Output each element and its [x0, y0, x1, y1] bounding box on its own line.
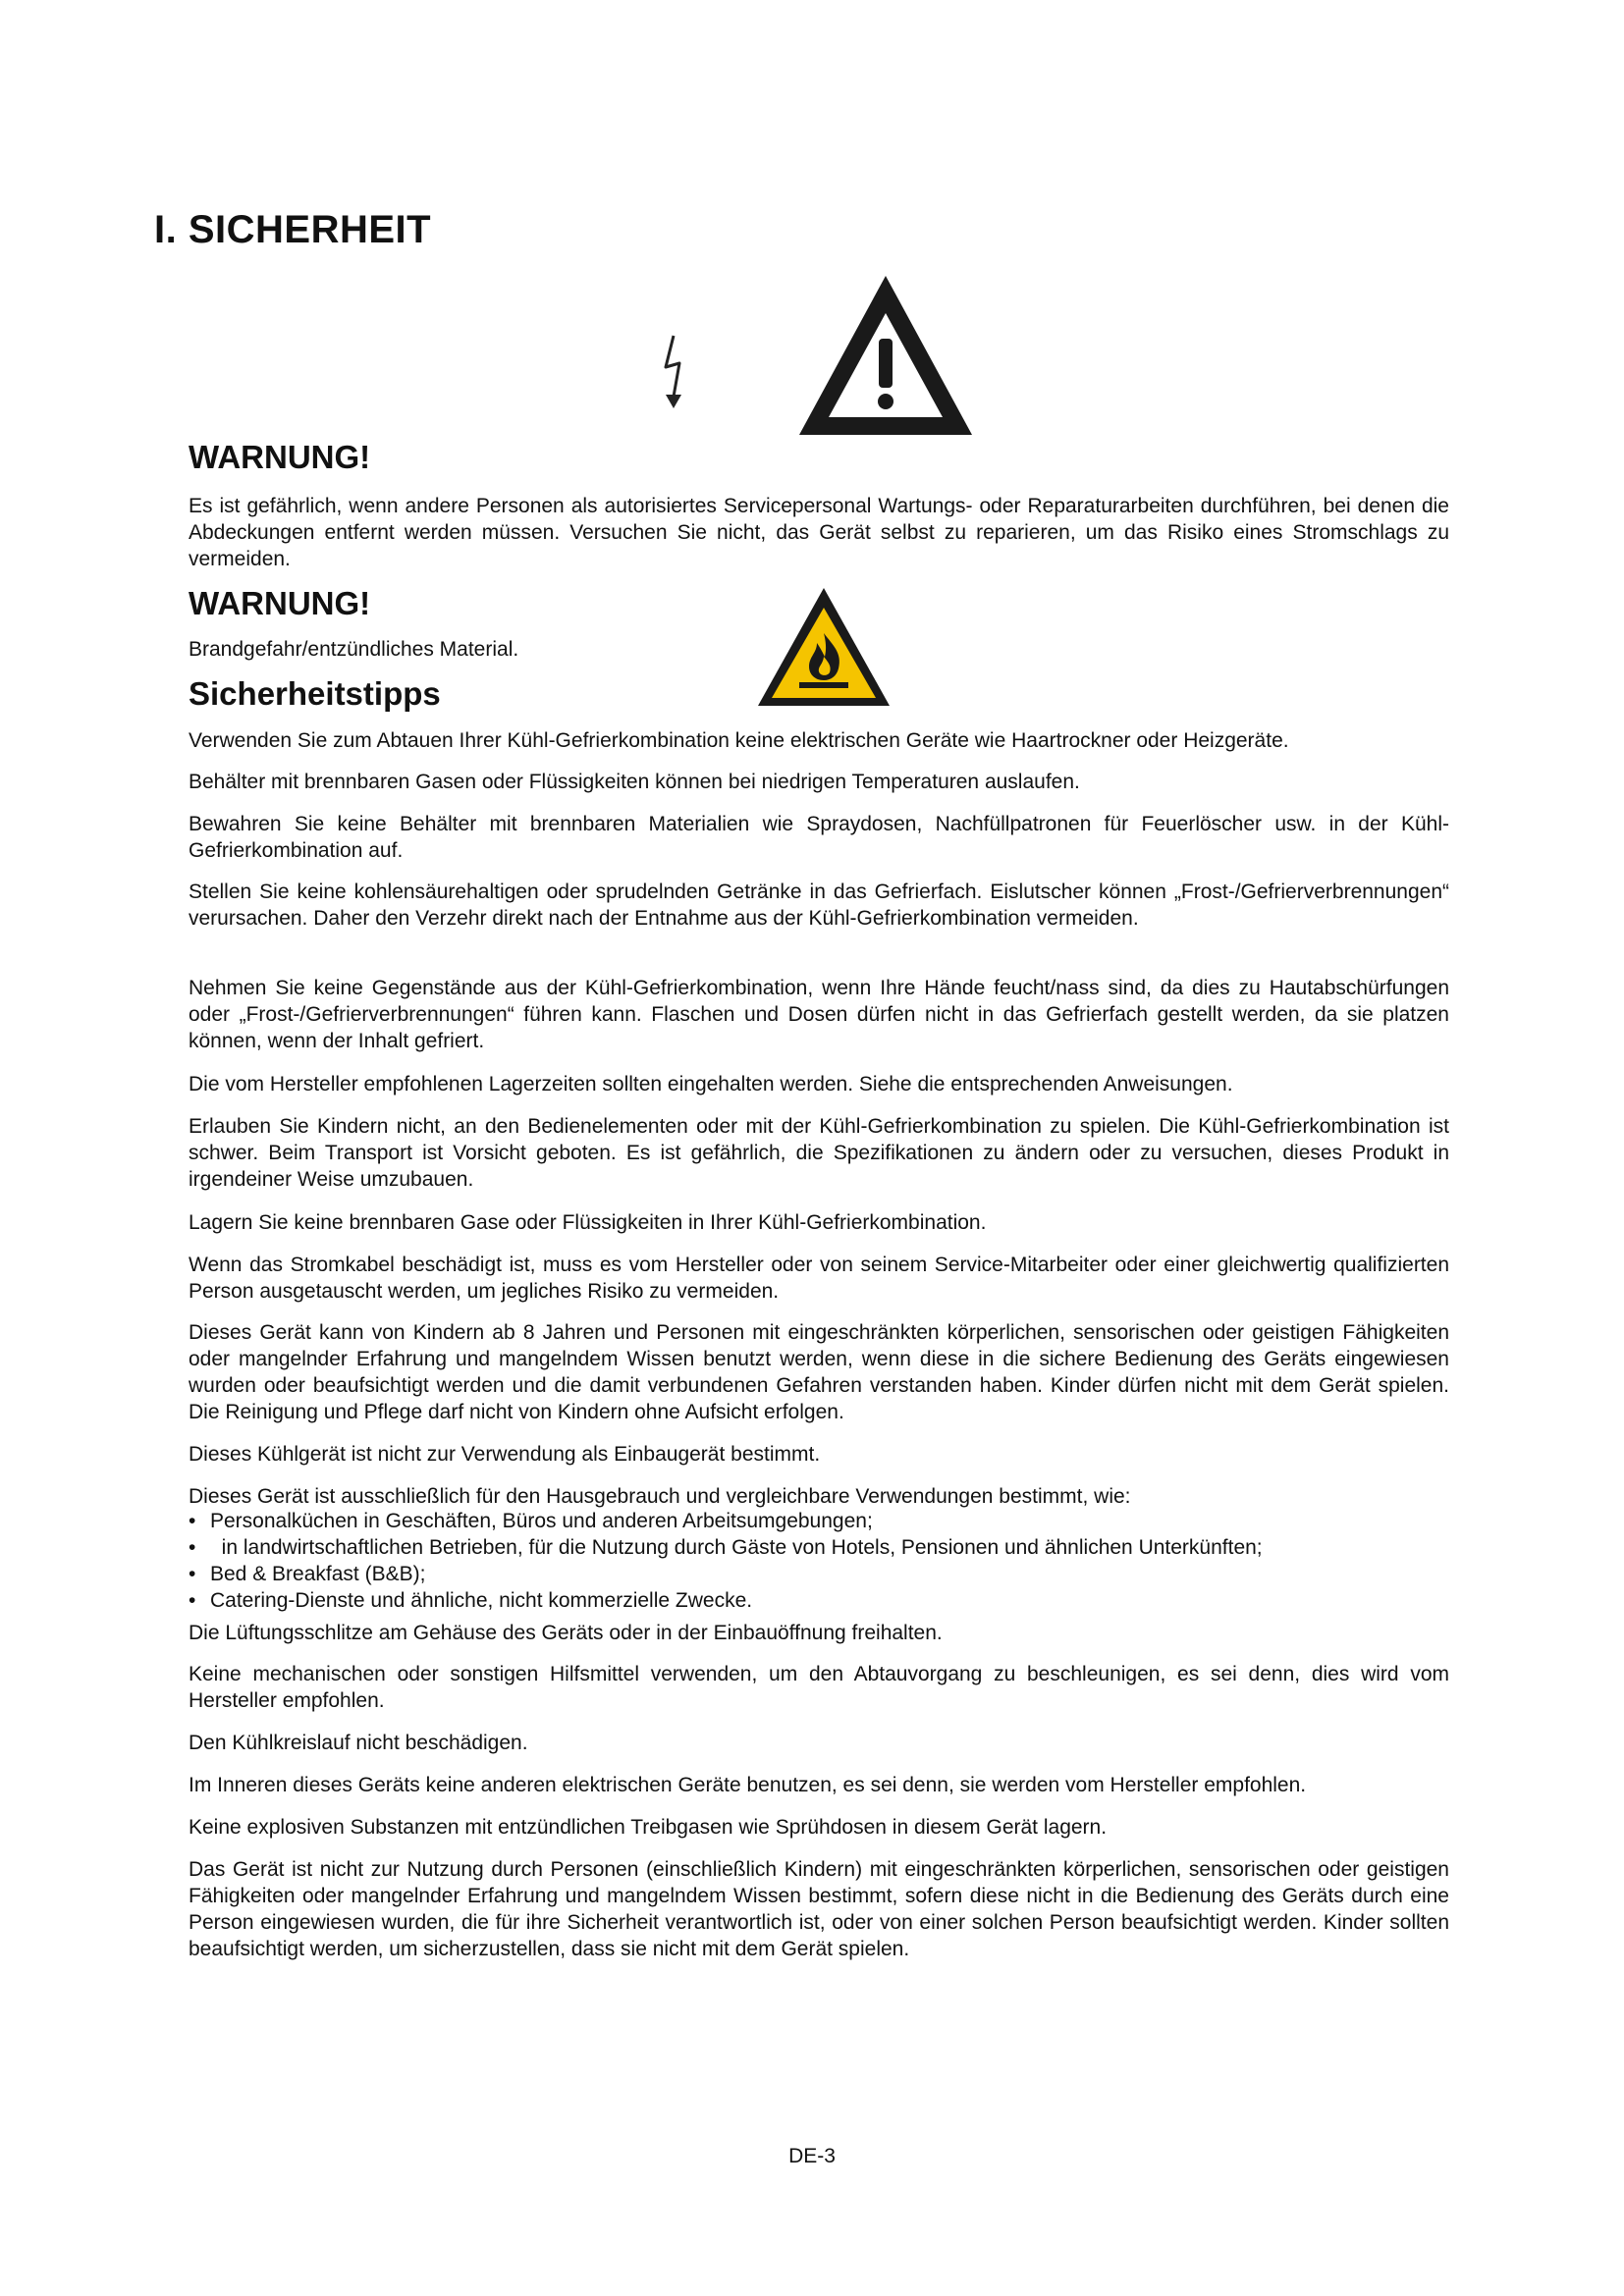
safety-tip: Den Kühlkreislauf nicht beschädigen. [189, 1732, 528, 1754]
safety-tip: Keine mechanischen oder sonstigen Hilfsmittel verwenden, um den Abtauvorgang zu beschleunigen, es sei denn, dies wird vom Hersteller empfohlen. [189, 1663, 1449, 1712]
list-item: • Personalküchen in Geschäften, Büros und anderen Arbeitsumgebungen; [189, 1508, 1263, 1534]
safety-tip: Keine explosiven Substanzen mit entzündlichen Treibgasen wie Sprühdosen in diesem Gerät lagern. [189, 1816, 1108, 1839]
safety-tip: Wenn das Stromkabel beschädigt ist, muss es vom Hersteller oder von seinem Service-Mitarbeiter oder einer gleichwertig qualifizierten Person ausgetauscht werden, um jegliches Risiko zu vermeiden. [189, 1254, 1449, 1303]
warning-heading-electric: WARNUNG! [189, 439, 371, 475]
safety-tip: Stellen Sie keine kohlensäurehaltigen oder sprudelnden Getränke in das Gefrierfach. Eislutscher können „Frost-/Gefrierverbrennungen“ verursachen. Daher den Verzehr direkt nach der Entnahme aus der Kühl-Gefrierkombination vermeiden. [189, 881, 1449, 930]
safety-tip: Die Lüftungsschlitze am Gehäuse des Geräts oder in der Einbauöffnung freihalten. [189, 1622, 943, 1644]
usage-bullet-list [189, 1508, 1263, 1614]
list-item: • in landwirtschaftlichen Betrieben, für die Nutzung durch Gäste von Hotels, Pensionen und ähnlichen Unterkünften; [189, 1534, 1263, 1561]
safety-tip: Die vom Hersteller empfohlenen Lagerzeiten sollten eingehalten werden. Siehe die entsprechenden Anweisungen. [189, 1073, 1233, 1095]
page-title: I. SICHERHEIT [154, 208, 432, 251]
safety-tips-heading: Sicherheitstipps [189, 675, 441, 712]
safety-tip: Im Inneren dieses Geräts keine anderen elektrischen Geräte benutzen, es sei denn, sie werden vom Hersteller empfohlen. [189, 1774, 1307, 1796]
safety-tip: Behälter mit brennbaren Gasen oder Flüssigkeiten können bei niedrigen Temperaturen auslaufen. [189, 771, 1080, 793]
safety-tip: Dieses Kühlgerät ist nicht zur Verwendung als Einbaugerät bestimmt. [189, 1443, 821, 1466]
flammable-warning-triangle-icon [754, 584, 893, 710]
safety-tip: Verwenden Sie zum Abtauen Ihrer Kühl-Gefrierkombination keine elektrischen Geräte wie Haartrockner oder Heizgeräte. [189, 729, 1289, 752]
list-item: • Catering-Dienste und ähnliche, nicht kommerzielle Zwecke. [189, 1587, 1263, 1614]
lightning-bolt-icon [660, 334, 689, 414]
safety-tip: Lagern Sie keine brennbaren Gase oder Flüssigkeiten in Ihrer Kühl-Gefrierkombination. [189, 1211, 987, 1234]
list-item: • Bed & Breakfast (B&B); [189, 1561, 1263, 1587]
safety-tip: Dieses Gerät ist ausschließlich für den Hausgebrauch und vergleichbare Verwendungen bestimmt, wie: [189, 1485, 1131, 1508]
warning-text-fire: Brandgefahr/entzündliches Material. [189, 638, 519, 661]
safety-tip: Bewahren Sie keine Behälter mit brennbaren Materialien wie Spraydosen, Nachfüllpatronen für Feuerlöscher usw. in der Kühl-Gefrierkombination auf. [189, 813, 1449, 862]
safety-tip: Dieses Gerät kann von Kindern ab 8 Jahren und Personen mit eingeschränkten körperlichen, sensorischen oder geistigen Fähigkeiten oder mangelnder Erfahrung und mangelndem Wissen benutzt werden, wenn diese in die sichere Bedienung des Geräts eingewiesen wurden oder beaufsichtigt werden und die damit verbundenen Gefahren verstanden haben. Kinder dürfen nicht mit dem Gerät spielen. Die Reinigung und Pflege darf nicht von Kindern ohne Aufsicht erfolgen. [189, 1321, 1449, 1423]
warning-text-electric: Es ist gefährlich, wenn andere Personen als autorisiertes Servicepersonal Wartungs- oder Reparaturarbeiten durchführen, bei denen die Abdeckungen entfernt werden müssen. Versuchen Sie nicht, das Gerät selbst zu reparieren, um das Risiko eines Stromschlags zu vermeiden. [189, 495, 1449, 570]
warning-heading-fire: WARNUNG! [189, 585, 371, 621]
safety-tip: Erlauben Sie Kindern nicht, an den Bedienelementen oder mit der Kühl-Gefrierkombination zu spielen. Die Kühl-Gefrierkombination ist schwer. Beim Transport ist Vorsicht geboten. Es ist gefährlich, die Spezifikationen zu ändern oder zu versuchen, dieses Produkt in irgendeiner Weise umzubauen. [189, 1115, 1449, 1191]
page-number: DE-3 [788, 2145, 836, 2167]
safety-tip: Nehmen Sie keine Gegenstände aus der Kühl-Gefrierkombination, wenn Ihre Hände feucht/nass sind, da dies zu Hautabschürfungen oder „Frost-/Gefrierverbrennungen“ führen kann. Flaschen und Dosen dürfen nicht in das Gefrierfach gestellt werden, da sie platzen können, wenn der Inhalt gefriert. [189, 977, 1449, 1052]
exclamation-warning-triangle-icon [795, 270, 976, 439]
safety-tip: Das Gerät ist nicht zur Nutzung durch Personen (einschließlich Kindern) mit eingeschränkten körperlichen, sensorischen oder geistigen Fähigkeiten oder mangelnder Erfahrung und mangelndem Wissen bestimmt, sofern diese nicht in die Bedienung des Geräts durch eine Person eingewiesen wurden, die für ihre Sicherheit verantwortlich ist, oder von einer solchen Person beaufsichtigt werden. Kinder sollten beaufsichtigt werden, um sicherzustellen, dass sie nicht mit dem Gerät spielen. [189, 1858, 1449, 1960]
